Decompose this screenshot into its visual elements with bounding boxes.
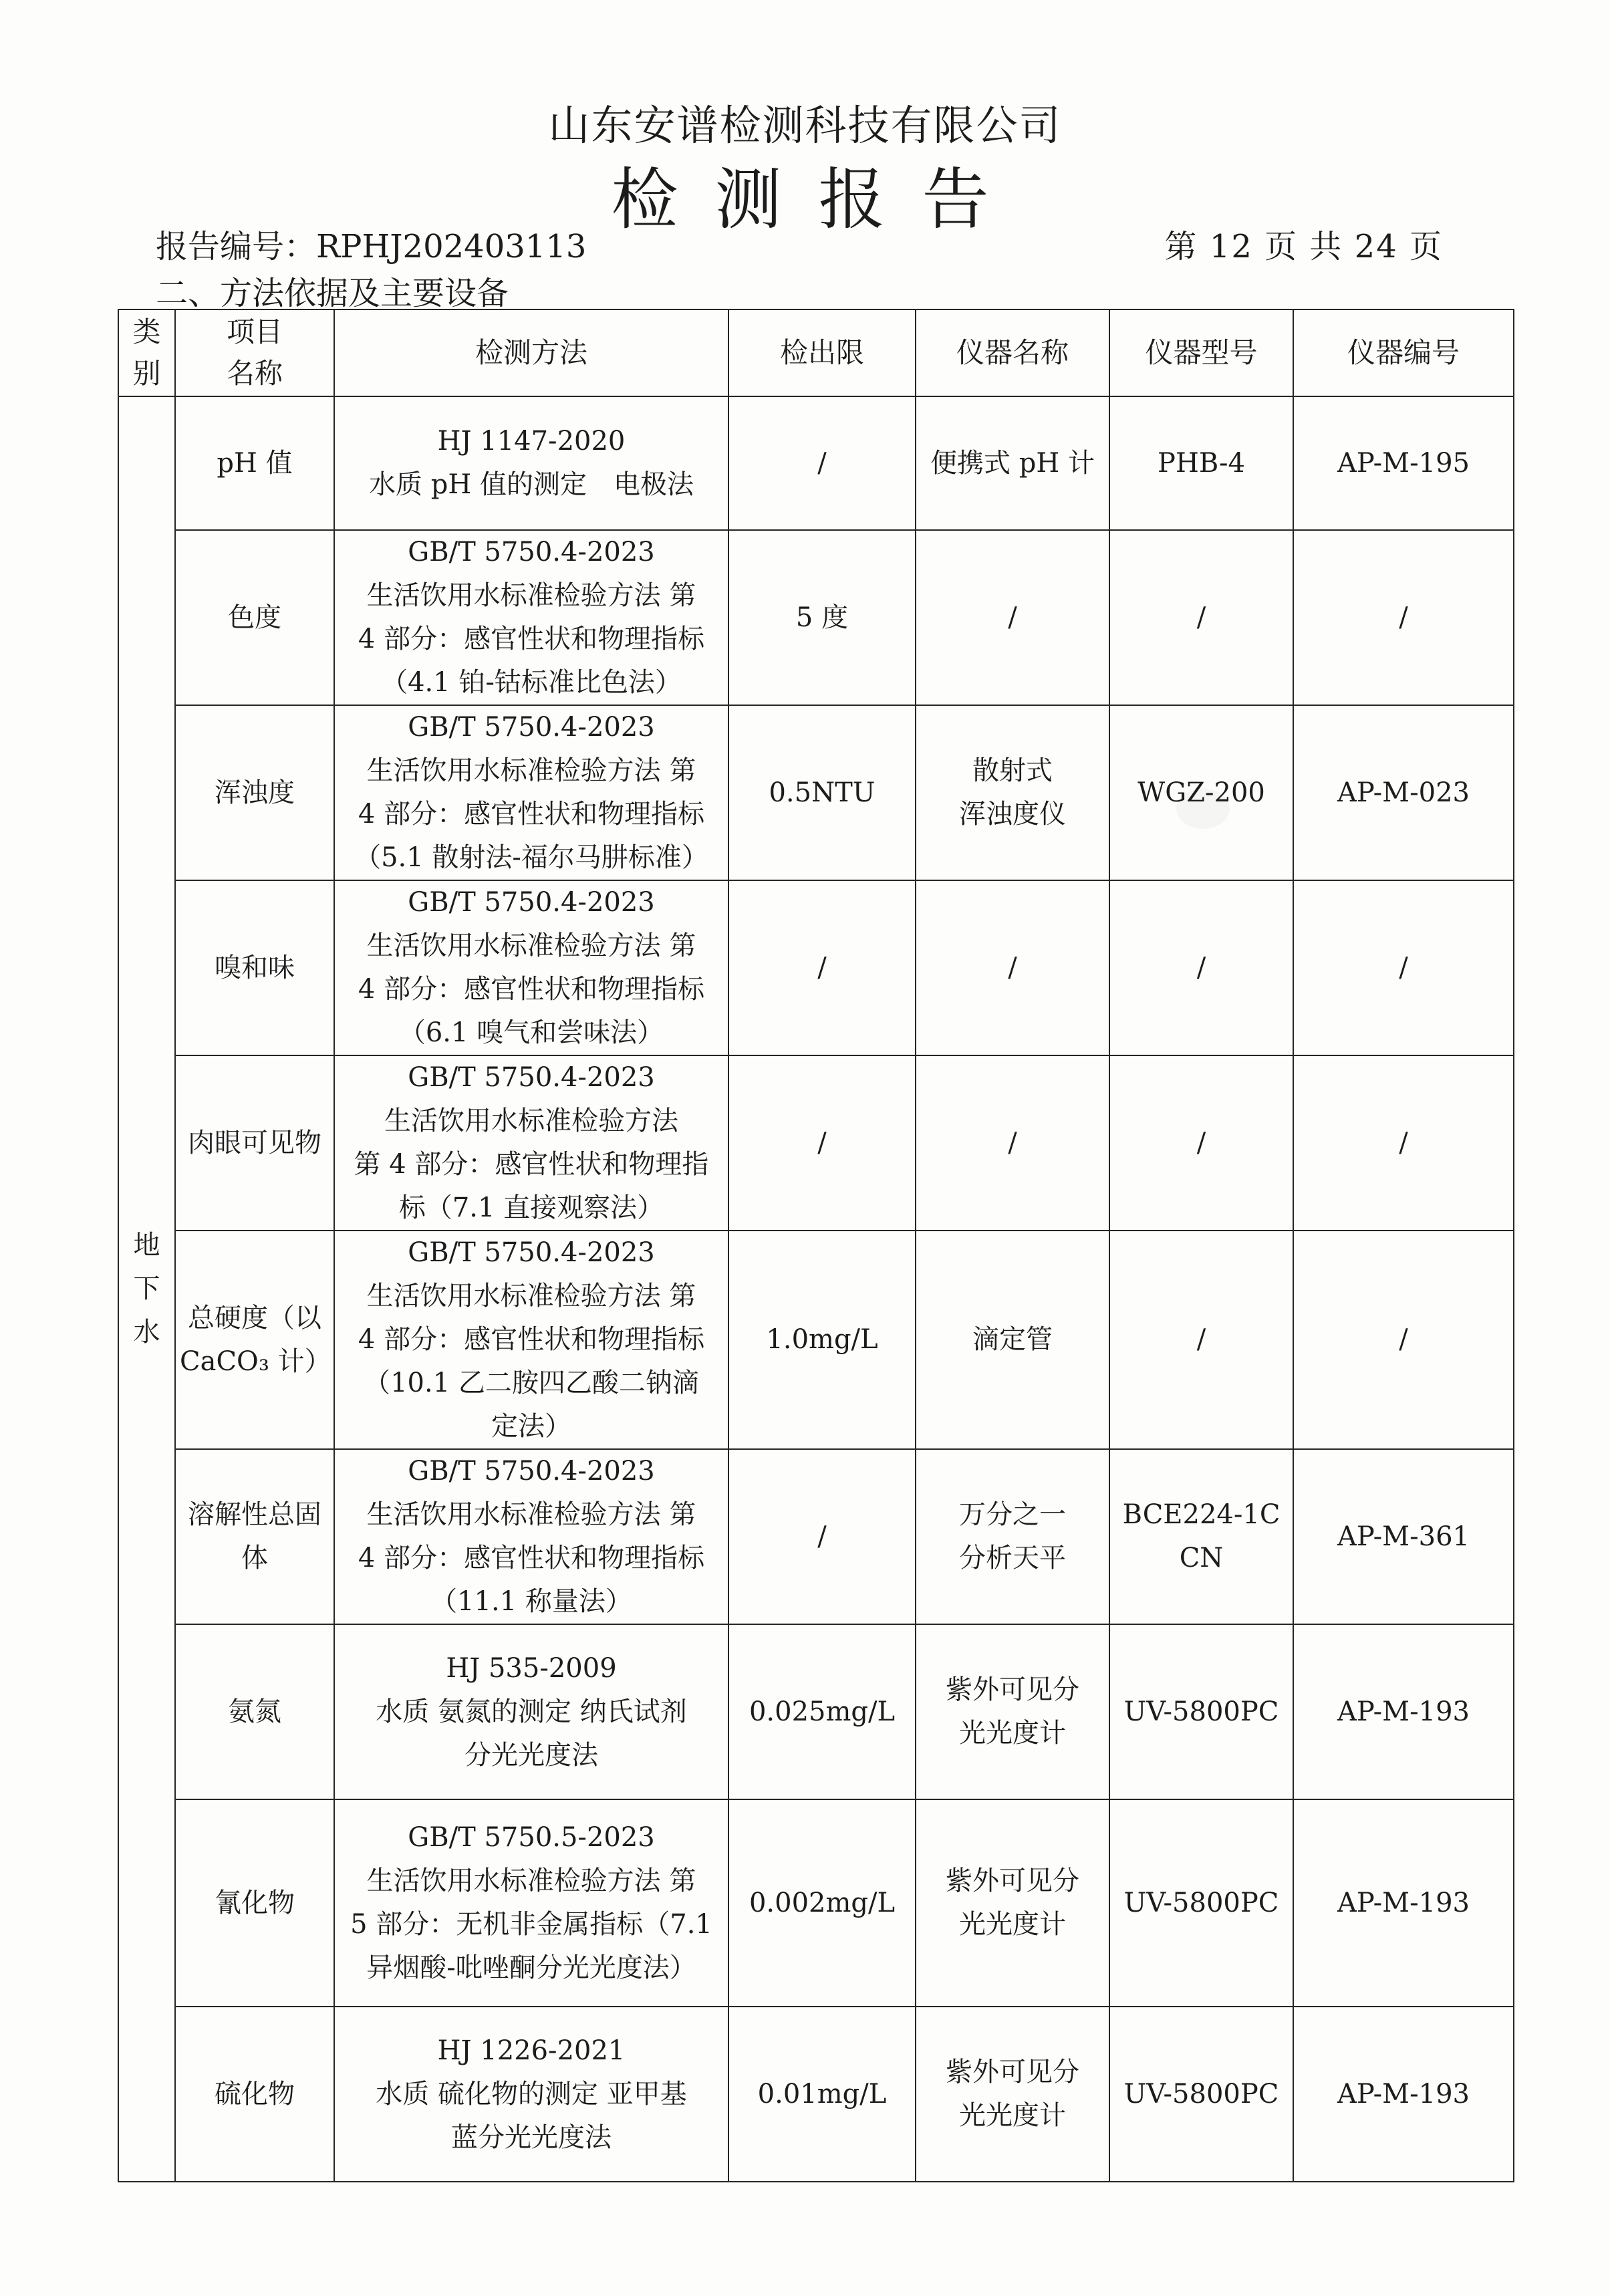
- number-cell-line: AP-M-193: [1337, 2078, 1470, 2110]
- instrument-cell: [916, 396, 1109, 530]
- method-cell-line: （11.1 称量法）: [430, 1586, 632, 1617]
- number-cell: [1293, 2007, 1514, 2182]
- number-cell: [1293, 880, 1514, 1055]
- instrument-cell-line: 紫外可见分: [946, 1866, 1079, 1896]
- limit-cell: [728, 880, 916, 1055]
- table-row: [118, 880, 1514, 1055]
- methods-equipment-table: [118, 309, 1514, 2182]
- item-cell-line: 总硬度（以CaCO₃ 计）: [180, 1302, 331, 1377]
- item-cell: [175, 1799, 334, 2007]
- item-cell: [175, 705, 334, 880]
- limit-cell: [728, 2007, 916, 2182]
- col-header-number: [1293, 309, 1514, 396]
- method-cell-line: GB/T 5750.4-2023: [408, 887, 655, 918]
- method-cell-line: GB/T 5750.4-2023: [408, 1456, 655, 1487]
- method-cell-line: 生活饮用水标准检验方法 第: [366, 580, 696, 611]
- table-header-row: [118, 309, 1514, 396]
- limit-cell-line: 5 度: [795, 602, 849, 633]
- method-cell-line: 水质 pH 值的测定 电极法: [369, 469, 694, 500]
- model-cell-line: BCE224-1CCN: [1122, 1499, 1281, 1573]
- report-title: 检测报告: [611, 160, 1026, 239]
- instrument-cell: [916, 2007, 1109, 2182]
- instrument-cell: [916, 880, 1109, 1055]
- item-cell: [175, 1624, 334, 1799]
- col-header-item: [175, 309, 334, 396]
- instrument-cell-line: /: [1008, 1127, 1017, 1158]
- table-row: [118, 396, 1514, 530]
- col-header-label: 类 别: [132, 315, 161, 390]
- item-cell-line: 硫化物: [215, 2078, 295, 2110]
- table-row: [118, 2007, 1514, 2182]
- instrument-cell: [916, 705, 1109, 880]
- method-cell-line: HJ 1147-2020: [437, 426, 626, 457]
- method-cell: [334, 1055, 728, 1231]
- item-cell: [175, 1055, 334, 1231]
- method-cell-line: 第 4 部分：感官性状和物理指: [354, 1149, 709, 1180]
- instrument-cell-line: 浑浊度仪: [959, 799, 1066, 830]
- method-cell: [334, 2007, 728, 2182]
- col-header-label: 项目 名称: [226, 315, 283, 390]
- table-row: [118, 705, 1514, 880]
- method-cell: [334, 396, 728, 530]
- model-cell: [1109, 705, 1293, 880]
- limit-cell-line: 0.025mg/L: [749, 1696, 896, 1727]
- limit-cell-line: 0.002mg/L: [749, 1887, 896, 1918]
- category-label: 地 下 水: [133, 1230, 160, 1348]
- method-cell-line: 水质 硫化物的测定 亚甲基: [376, 2078, 687, 2110]
- item-cell: [175, 1231, 334, 1449]
- method-cell-line: GB/T 5750.4-2023: [408, 1237, 655, 1268]
- method-cell-line: 4 部分：感官性状和物理指标: [358, 974, 705, 1005]
- model-cell: [1109, 1055, 1293, 1231]
- number-cell: [1293, 1231, 1514, 1449]
- number-cell-line: /: [1399, 952, 1408, 983]
- table-row: [118, 1449, 1514, 1624]
- method-cell-line: （6.1 嗅气和尝味法）: [398, 1017, 664, 1048]
- model-cell-line: UV-5800PC: [1123, 2078, 1279, 2110]
- model-cell-line: /: [1196, 1324, 1206, 1355]
- method-cell-line: 标（7.1 直接观察法）: [398, 1192, 664, 1223]
- section-heading: 二、方法依据及主要设备: [156, 275, 509, 312]
- col-header-label: 仪器编号: [1347, 336, 1460, 369]
- method-cell-line: 5 部分：无机非金属指标（7.1: [350, 1909, 712, 1940]
- number-cell-line: AP-M-193: [1337, 1696, 1470, 1727]
- item-cell-line: 浑浊度: [215, 777, 295, 808]
- report-number: 报告编号：RPHJ202403113: [156, 228, 587, 265]
- method-cell-line: HJ 535-2009: [446, 1652, 617, 1684]
- method-cell-line: GB/T 5750.5-2023: [408, 1822, 655, 1853]
- company-name: 山东安谱检测科技有限公司: [548, 101, 1062, 150]
- instrument-cell-line: 分析天平: [959, 1543, 1066, 1573]
- limit-cell-line: 0.01mg/L: [757, 2078, 887, 2110]
- item-cell: [175, 2007, 334, 2182]
- table-row: [118, 1799, 1514, 2007]
- col-header-label: 仪器名称: [956, 336, 1069, 369]
- method-cell: [334, 1231, 728, 1449]
- limit-cell-line: 1.0mg/L: [766, 1324, 878, 1355]
- method-cell-line: 生活饮用水标准检验方法 第: [366, 755, 696, 786]
- limit-cell-line: /: [817, 447, 827, 479]
- instrument-cell-line: 光光度计: [959, 1718, 1066, 1749]
- table-row: [118, 1231, 1514, 1449]
- table-body: [118, 396, 1514, 2182]
- method-cell-line: （5.1 散射法-福尔马肼标准）: [354, 842, 708, 873]
- limit-cell-line: /: [817, 1521, 827, 1552]
- model-cell: [1109, 2007, 1293, 2182]
- model-cell-line: WGZ-200: [1137, 777, 1265, 808]
- method-cell-line: GB/T 5750.4-2023: [408, 537, 655, 567]
- instrument-cell-line: 光光度计: [959, 2100, 1066, 2131]
- method-cell-line: GB/T 5750.4-2023: [408, 712, 655, 743]
- model-cell-line: /: [1196, 952, 1206, 983]
- model-cell-line: UV-5800PC: [1123, 1696, 1279, 1727]
- model-cell-line: /: [1196, 1127, 1206, 1158]
- item-cell: [175, 530, 334, 705]
- limit-cell: [728, 705, 916, 880]
- number-cell-line: AP-M-193: [1337, 1887, 1470, 1918]
- item-cell-line: 氰化物: [215, 1887, 295, 1918]
- limit-cell: [728, 1231, 916, 1449]
- col-header-label: 仪器型号: [1145, 336, 1258, 369]
- method-cell-line: （4.1 铂-钴标准比色法）: [381, 667, 682, 698]
- method-cell-line: 水质 氨氮的测定 纳氏试剂: [376, 1696, 687, 1727]
- instrument-cell: [916, 1055, 1109, 1231]
- table-row: [118, 1624, 1514, 1799]
- limit-cell: [728, 530, 916, 705]
- instrument-cell-line: /: [1008, 602, 1017, 633]
- limit-cell-line: 0.5NTU: [769, 777, 876, 808]
- item-cell-line: 溶解性总固体: [188, 1499, 321, 1573]
- number-cell-line: /: [1399, 1127, 1408, 1158]
- limit-cell: [728, 1055, 916, 1231]
- method-cell-line: 生活饮用水标准检验方法 第: [366, 1281, 696, 1311]
- number-cell-line: AP-M-361: [1337, 1521, 1470, 1552]
- method-cell-line: 分光光度法: [464, 1739, 598, 1771]
- method-cell-line: GB/T 5750.4-2023: [408, 1062, 655, 1093]
- item-cell: [175, 1449, 334, 1624]
- table-row: [118, 1055, 1514, 1231]
- instrument-cell: [916, 530, 1109, 705]
- number-cell: [1293, 1449, 1514, 1624]
- instrument-cell-line: 便携式 pH 计: [930, 447, 1095, 479]
- number-cell-line: /: [1399, 602, 1408, 633]
- col-header-model: [1109, 309, 1293, 396]
- item-cell-line: 肉眼可见物: [188, 1127, 321, 1158]
- method-cell-line: HJ 1226-2021: [437, 2035, 626, 2066]
- number-cell: [1293, 705, 1514, 880]
- instrument-cell-line: /: [1008, 952, 1017, 983]
- instrument-cell: [916, 1449, 1109, 1624]
- number-cell: [1293, 1799, 1514, 2007]
- col-header-label: 检测方法: [475, 336, 587, 369]
- method-cell-line: 异烟酸-吡唑酮分光光度法）: [366, 1952, 696, 1983]
- number-cell-line: /: [1399, 1324, 1408, 1355]
- col-header-method: [334, 309, 728, 396]
- method-cell-line: 生活饮用水标准检验方法: [384, 1106, 678, 1136]
- method-cell-line: 4 部分：感官性状和物理指标: [358, 799, 705, 830]
- item-cell-line: 嗅和味: [215, 952, 295, 983]
- limit-cell-line: /: [817, 1127, 827, 1158]
- number-cell-line: AP-M-195: [1337, 447, 1470, 479]
- instrument-cell: [916, 1624, 1109, 1799]
- model-cell: [1109, 396, 1293, 530]
- number-cell: [1293, 1624, 1514, 1799]
- col-header-limit: [728, 309, 916, 396]
- col-header-category: [118, 309, 175, 396]
- instrument-cell-line: 散射式: [972, 755, 1053, 786]
- method-cell: [334, 1624, 728, 1799]
- method-cell-line: 定法）: [491, 1411, 571, 1442]
- model-cell: [1109, 530, 1293, 705]
- col-header-instrument: [916, 309, 1109, 396]
- item-cell-line: 氨氮: [228, 1696, 281, 1727]
- number-cell: [1293, 530, 1514, 705]
- limit-cell-line: /: [817, 952, 827, 983]
- category-cell: [118, 396, 175, 2182]
- method-cell: [334, 530, 728, 705]
- limit-cell: [728, 396, 916, 530]
- number-cell: [1293, 396, 1514, 530]
- instrument-cell-line: 万分之一: [959, 1499, 1066, 1530]
- model-cell: [1109, 1799, 1293, 2007]
- method-cell-line: 4 部分：感官性状和物理指标: [358, 1324, 705, 1355]
- item-cell: [175, 396, 334, 530]
- model-cell: [1109, 1624, 1293, 1799]
- method-cell-line: 生活饮用水标准检验方法 第: [366, 930, 696, 961]
- instrument-cell-line: 紫外可见分: [946, 1674, 1079, 1705]
- method-cell-line: 4 部分：感官性状和物理指标: [358, 1543, 705, 1573]
- page-number: 第 12 页 共 24 页: [1164, 228, 1443, 265]
- model-cell-line: UV-5800PC: [1123, 1887, 1279, 1918]
- model-cell-line: PHB-4: [1158, 447, 1245, 479]
- method-cell-line: 蓝分光光度法: [451, 2122, 612, 2153]
- method-cell-line: 生活饮用水标准检验方法 第: [366, 1499, 696, 1530]
- instrument-cell-line: 光光度计: [959, 1909, 1066, 1940]
- instrument-cell: [916, 1799, 1109, 2007]
- instrument-cell-line: 滴定管: [972, 1324, 1053, 1355]
- method-cell: [334, 880, 728, 1055]
- instrument-cell: [916, 1231, 1109, 1449]
- method-cell-line: 生活饮用水标准检验方法 第: [366, 1866, 696, 1896]
- limit-cell: [728, 1799, 916, 2007]
- method-cell: [334, 705, 728, 880]
- number-cell-line: AP-M-023: [1337, 777, 1470, 808]
- method-cell: [334, 1799, 728, 2007]
- item-cell-line: 色度: [228, 602, 281, 633]
- method-cell: [334, 1449, 728, 1624]
- method-cell-line: 4 部分：感官性状和物理指标: [358, 624, 705, 654]
- method-cell-line: （10.1 乙二胺四乙酸二钠滴: [364, 1368, 699, 1398]
- instrument-cell-line: 紫外可见分: [946, 2057, 1079, 2087]
- model-cell: [1109, 1231, 1293, 1449]
- item-cell-line: pH 值: [217, 447, 293, 479]
- number-cell: [1293, 1055, 1514, 1231]
- col-header-label: 检出限: [779, 336, 864, 369]
- model-cell: [1109, 1449, 1293, 1624]
- limit-cell: [728, 1624, 916, 1799]
- item-cell: [175, 880, 334, 1055]
- model-cell-line: /: [1196, 602, 1206, 633]
- model-cell: [1109, 880, 1293, 1055]
- limit-cell: [728, 1449, 916, 1624]
- table-row: [118, 530, 1514, 705]
